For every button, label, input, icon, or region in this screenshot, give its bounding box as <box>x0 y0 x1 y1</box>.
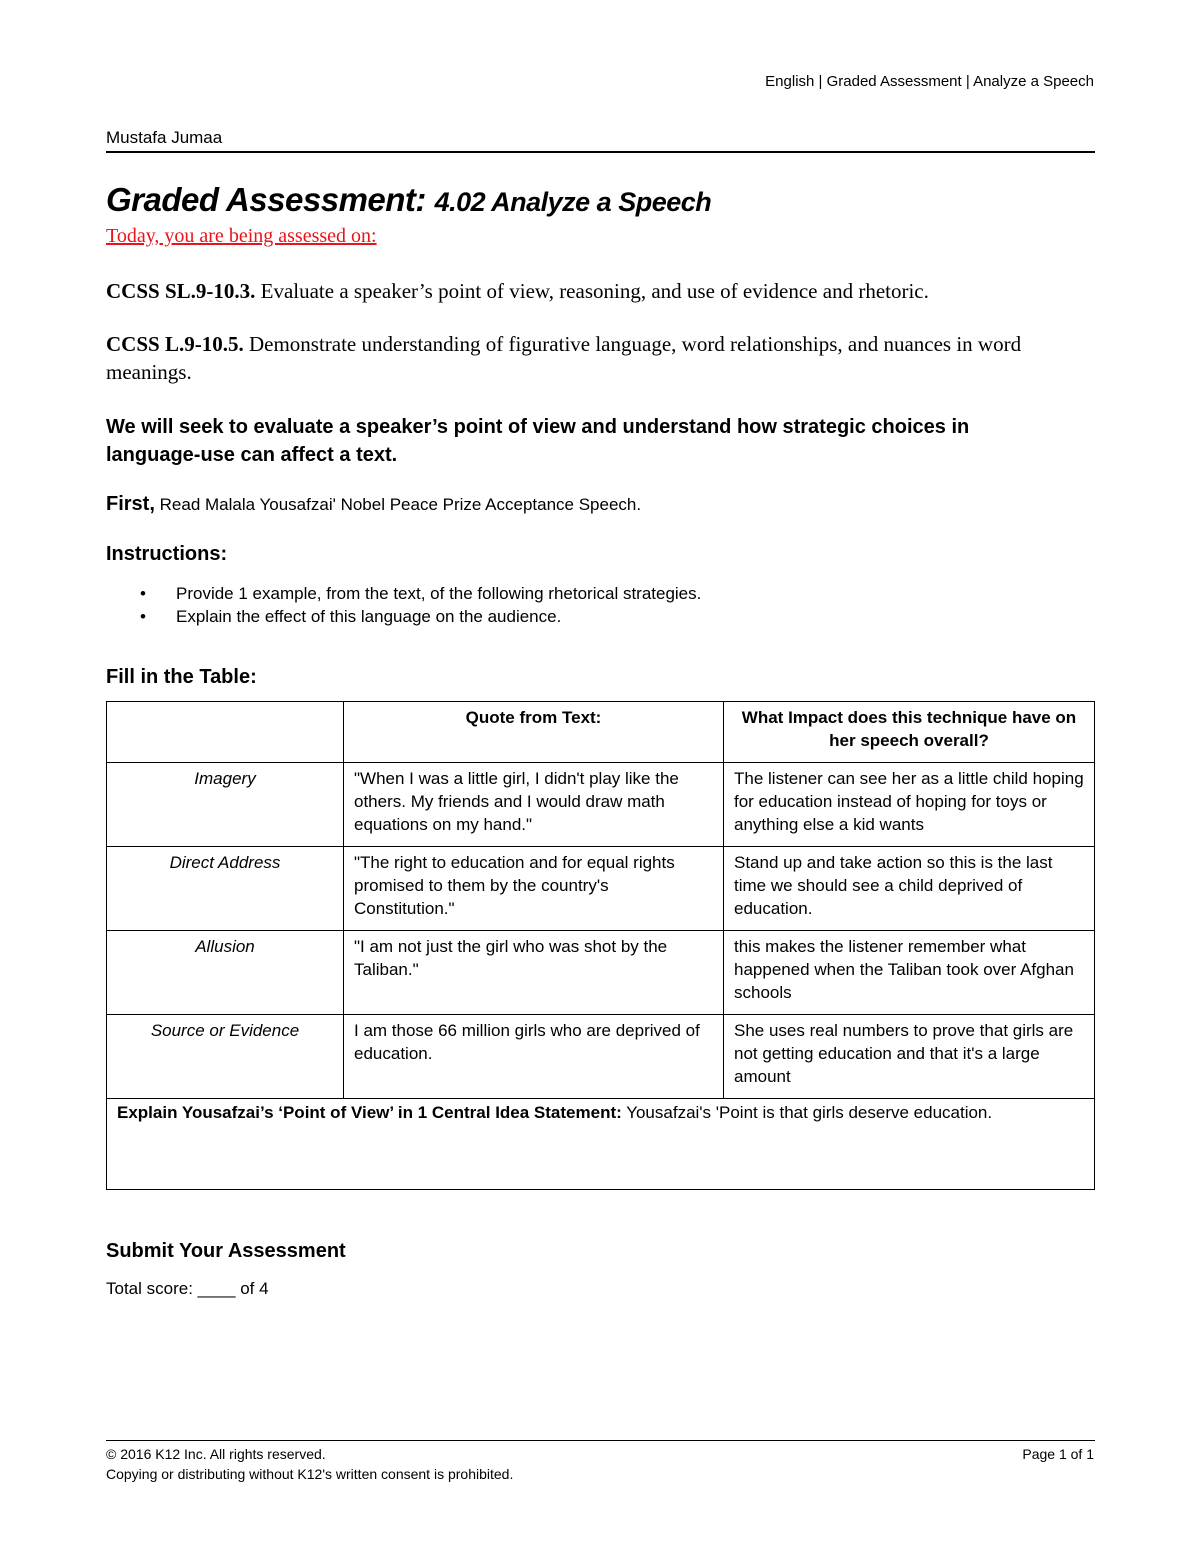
quote-cell[interactable]: "I am not just the girl who was shot by the Taliban." <box>344 931 724 1015</box>
impact-cell[interactable]: The listener can see her as a little child hoping for education instead of hoping for toys or anything else a kid wants <box>724 763 1095 847</box>
bullet-icon: • <box>140 584 146 603</box>
table-header-row <box>107 702 1095 763</box>
table-row <box>107 847 1095 931</box>
technique-cell: Direct Address <box>107 847 344 931</box>
rhetorical-strategies-table <box>106 701 1095 1190</box>
table-heading: Fill in the Table: <box>106 666 257 688</box>
standard-l <box>106 330 1096 386</box>
list-item <box>140 605 701 628</box>
submit-heading: Submit Your Assessment <box>106 1240 346 1262</box>
first-lead: First, <box>106 493 155 515</box>
table-row <box>107 763 1095 847</box>
title-sub: 4.02 Analyze a Speech <box>434 187 712 217</box>
impact-cell[interactable]: Stand up and take action so this is the last time we should see a child deprived of education. <box>724 847 1095 931</box>
instructions-heading: Instructions: <box>106 543 228 565</box>
first-text: Read Malala Yousafzai' Nobel Peace Prize Acceptance Speech. <box>159 495 642 514</box>
standard-code: CCSS L.9-10.5. <box>106 332 244 356</box>
technique-cell: Source or Evidence <box>107 1015 344 1099</box>
standard-text: Evaluate a speaker’s point of view, reasoning, and use of evidence and rhetoric. <box>260 279 929 303</box>
instructions-list <box>140 582 701 628</box>
standard-code: CCSS SL.9-10.3. <box>106 279 256 303</box>
central-idea-label: Explain Yousafzai’s ‘Point of View’ in 1 Central Idea Statement: <box>117 1103 622 1122</box>
page-title <box>106 181 711 219</box>
quote-cell[interactable]: "The right to education and for equal rights promised to them by the country's Constitution." <box>344 847 724 931</box>
learning-objective: We will seek to evaluate a speaker’s point of view and understand how strategic choices in language-use can affect a text. <box>106 416 970 466</box>
impact-cell[interactable]: this makes the listener remember what happened when the Taliban took over Afghan schools <box>724 931 1095 1015</box>
list-item <box>140 582 701 605</box>
list-item-text: Provide 1 example, from the text, of the following rhetorical strategies. <box>176 584 702 603</box>
column-header-quote: Quote from Text: <box>344 702 724 763</box>
impact-cell[interactable]: She uses real numbers to prove that girls are not getting education and that it's a large amount <box>724 1015 1095 1099</box>
technique-cell: Imagery <box>107 763 344 847</box>
list-item-text: Explain the effect of this language on the audience. <box>176 607 562 626</box>
first-step <box>106 493 641 516</box>
column-header-technique <box>107 702 344 763</box>
quote-cell[interactable]: "When I was a little girl, I didn't play like the others. My friends and I would draw math equations on my hand." <box>344 763 724 847</box>
title-main: Graded Assessment: <box>106 181 426 218</box>
footer-divider <box>106 1440 1095 1441</box>
standard-text: Demonstrate understanding of figurative language, word relationships, and nuances in word meanings. <box>106 332 1022 384</box>
technique-cell: Allusion <box>107 931 344 1015</box>
column-header-impact: What Impact does this technique have on her speech overall? <box>724 702 1095 763</box>
table-row <box>107 931 1095 1015</box>
total-score: Total score: ____ of 4 <box>106 1279 269 1298</box>
central-idea-cell[interactable] <box>107 1099 1095 1190</box>
bullet-icon: • <box>140 607 146 626</box>
running-header: English | Graded Assessment | Analyze a Speech <box>765 73 1094 90</box>
footer-consent-notice: Copying or distributing without K12's written consent is prohibited. <box>106 1466 514 1482</box>
name-divider <box>106 151 1095 153</box>
central-idea-answer: Yousafzai's 'Point is that girls deserve education. <box>626 1103 993 1122</box>
student-name: Mustafa Jumaa <box>106 128 223 147</box>
standard-sl <box>106 277 1096 305</box>
assessed-on-label: Today, you are being assessed on: <box>106 225 377 247</box>
quote-cell[interactable]: I am those 66 million girls who are deprived of education. <box>344 1015 724 1099</box>
footer-copyright: © 2016 K12 Inc. All rights reserved. <box>106 1446 326 1462</box>
table-row <box>107 1015 1095 1099</box>
central-idea-row <box>107 1099 1095 1190</box>
footer-page-number: Page 1 of 1 <box>1022 1446 1094 1462</box>
